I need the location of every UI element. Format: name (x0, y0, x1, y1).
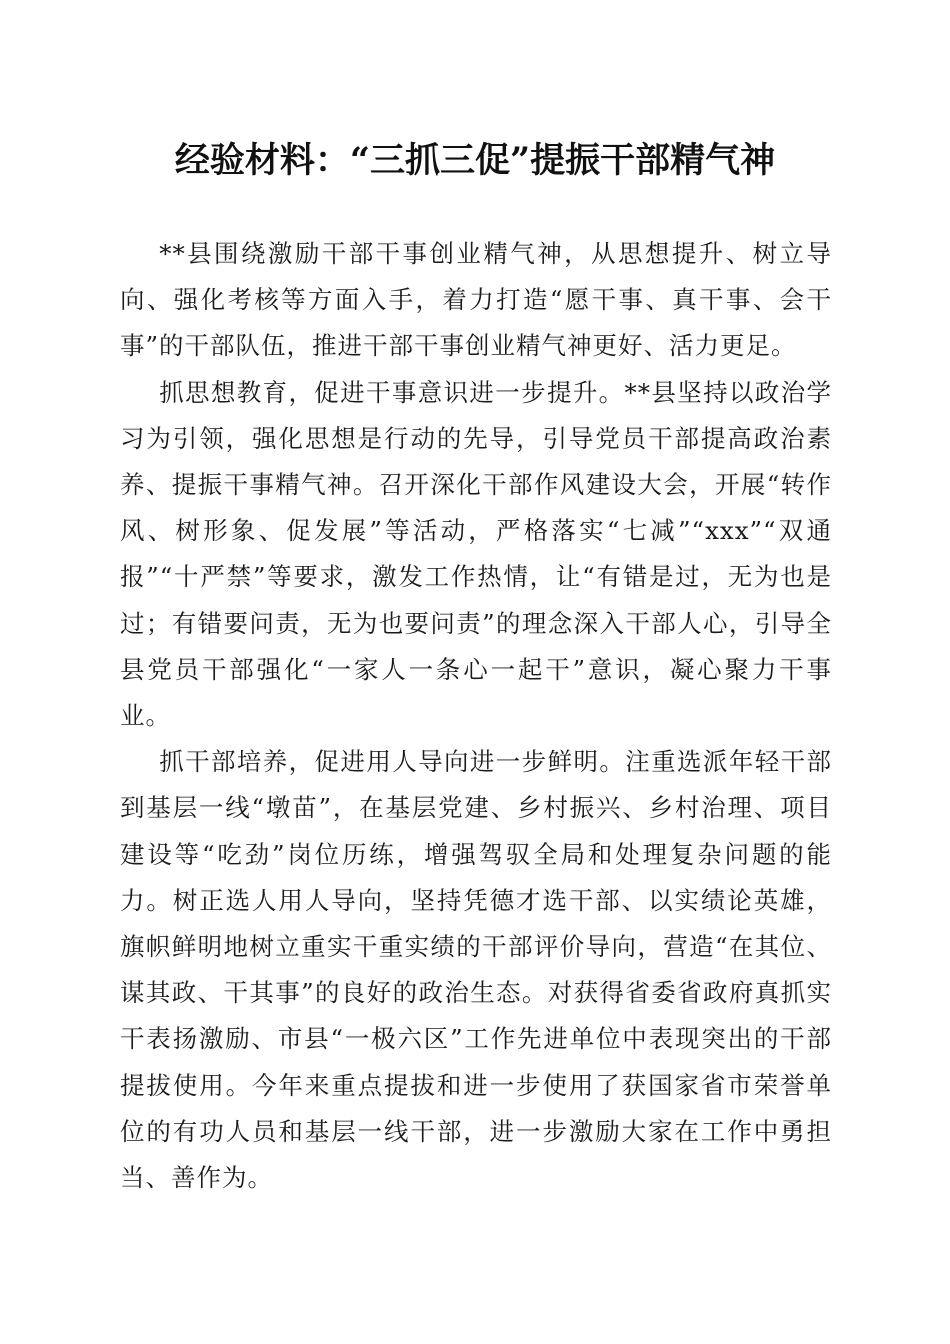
paragraph-intro: **县围绕激励干部干事创业精气神，从思想提升、树立导向、强化考核等方面入手，着力打造“愿干事、真干事、会干事”的干部队伍，推进干部干事创业精气神更好、活力更足。 (120, 239, 832, 361)
document-title: 经验材料：“三抓三促”提振干部精气神 (174, 140, 776, 181)
paragraph-cadre-training: 抓干部培养，促进用人导向进一步鲜明。注重选派年轻干部到基层一线“墩苗”，在基层党建、乡村振兴、乡村治理、项目建设等“吃劲”岗位历练，增强驾驭全局和处理复杂问题的能力。树正选人用人导向，坚持凭德才选干部、以实绩论英雄，旗帜鲜明地树立重实干重实绩的干部评价导向，营造“在其位、谋其政、干其事”的良好的政治生态。对获得省委省政府真抓实干表扬激励、市县“一极六区”工作先进单位中表现突出的干部提拔使用。今年来重点提拔和进一步使用了获国家省市荣誉单位的有功人员和基层一线干部，进一步激励大家在工作中勇担当、善作为。 (120, 747, 832, 1193)
document-body (120, 231, 832, 1201)
paragraph-ideology-education: 抓思想教育，促进干事意识进一步提升。**县坚持以政治学习为引领，强化思想是行动的先导，引导党员干部提高政治素养、提振干事精气神。召开深化干部作风建设大会，开展“转作风、树形象、促发展”等活动，严格落实“七减”“xxx”“双通报”“十严禁”等要求，激发工作热情，让“有错是过，无为也是过；有错要问责，无为也要问责”的理念深入干部人心，引导全县党员干部强化“一家人一条心一起干”意识，凝心聚力干事业。 (120, 377, 832, 731)
